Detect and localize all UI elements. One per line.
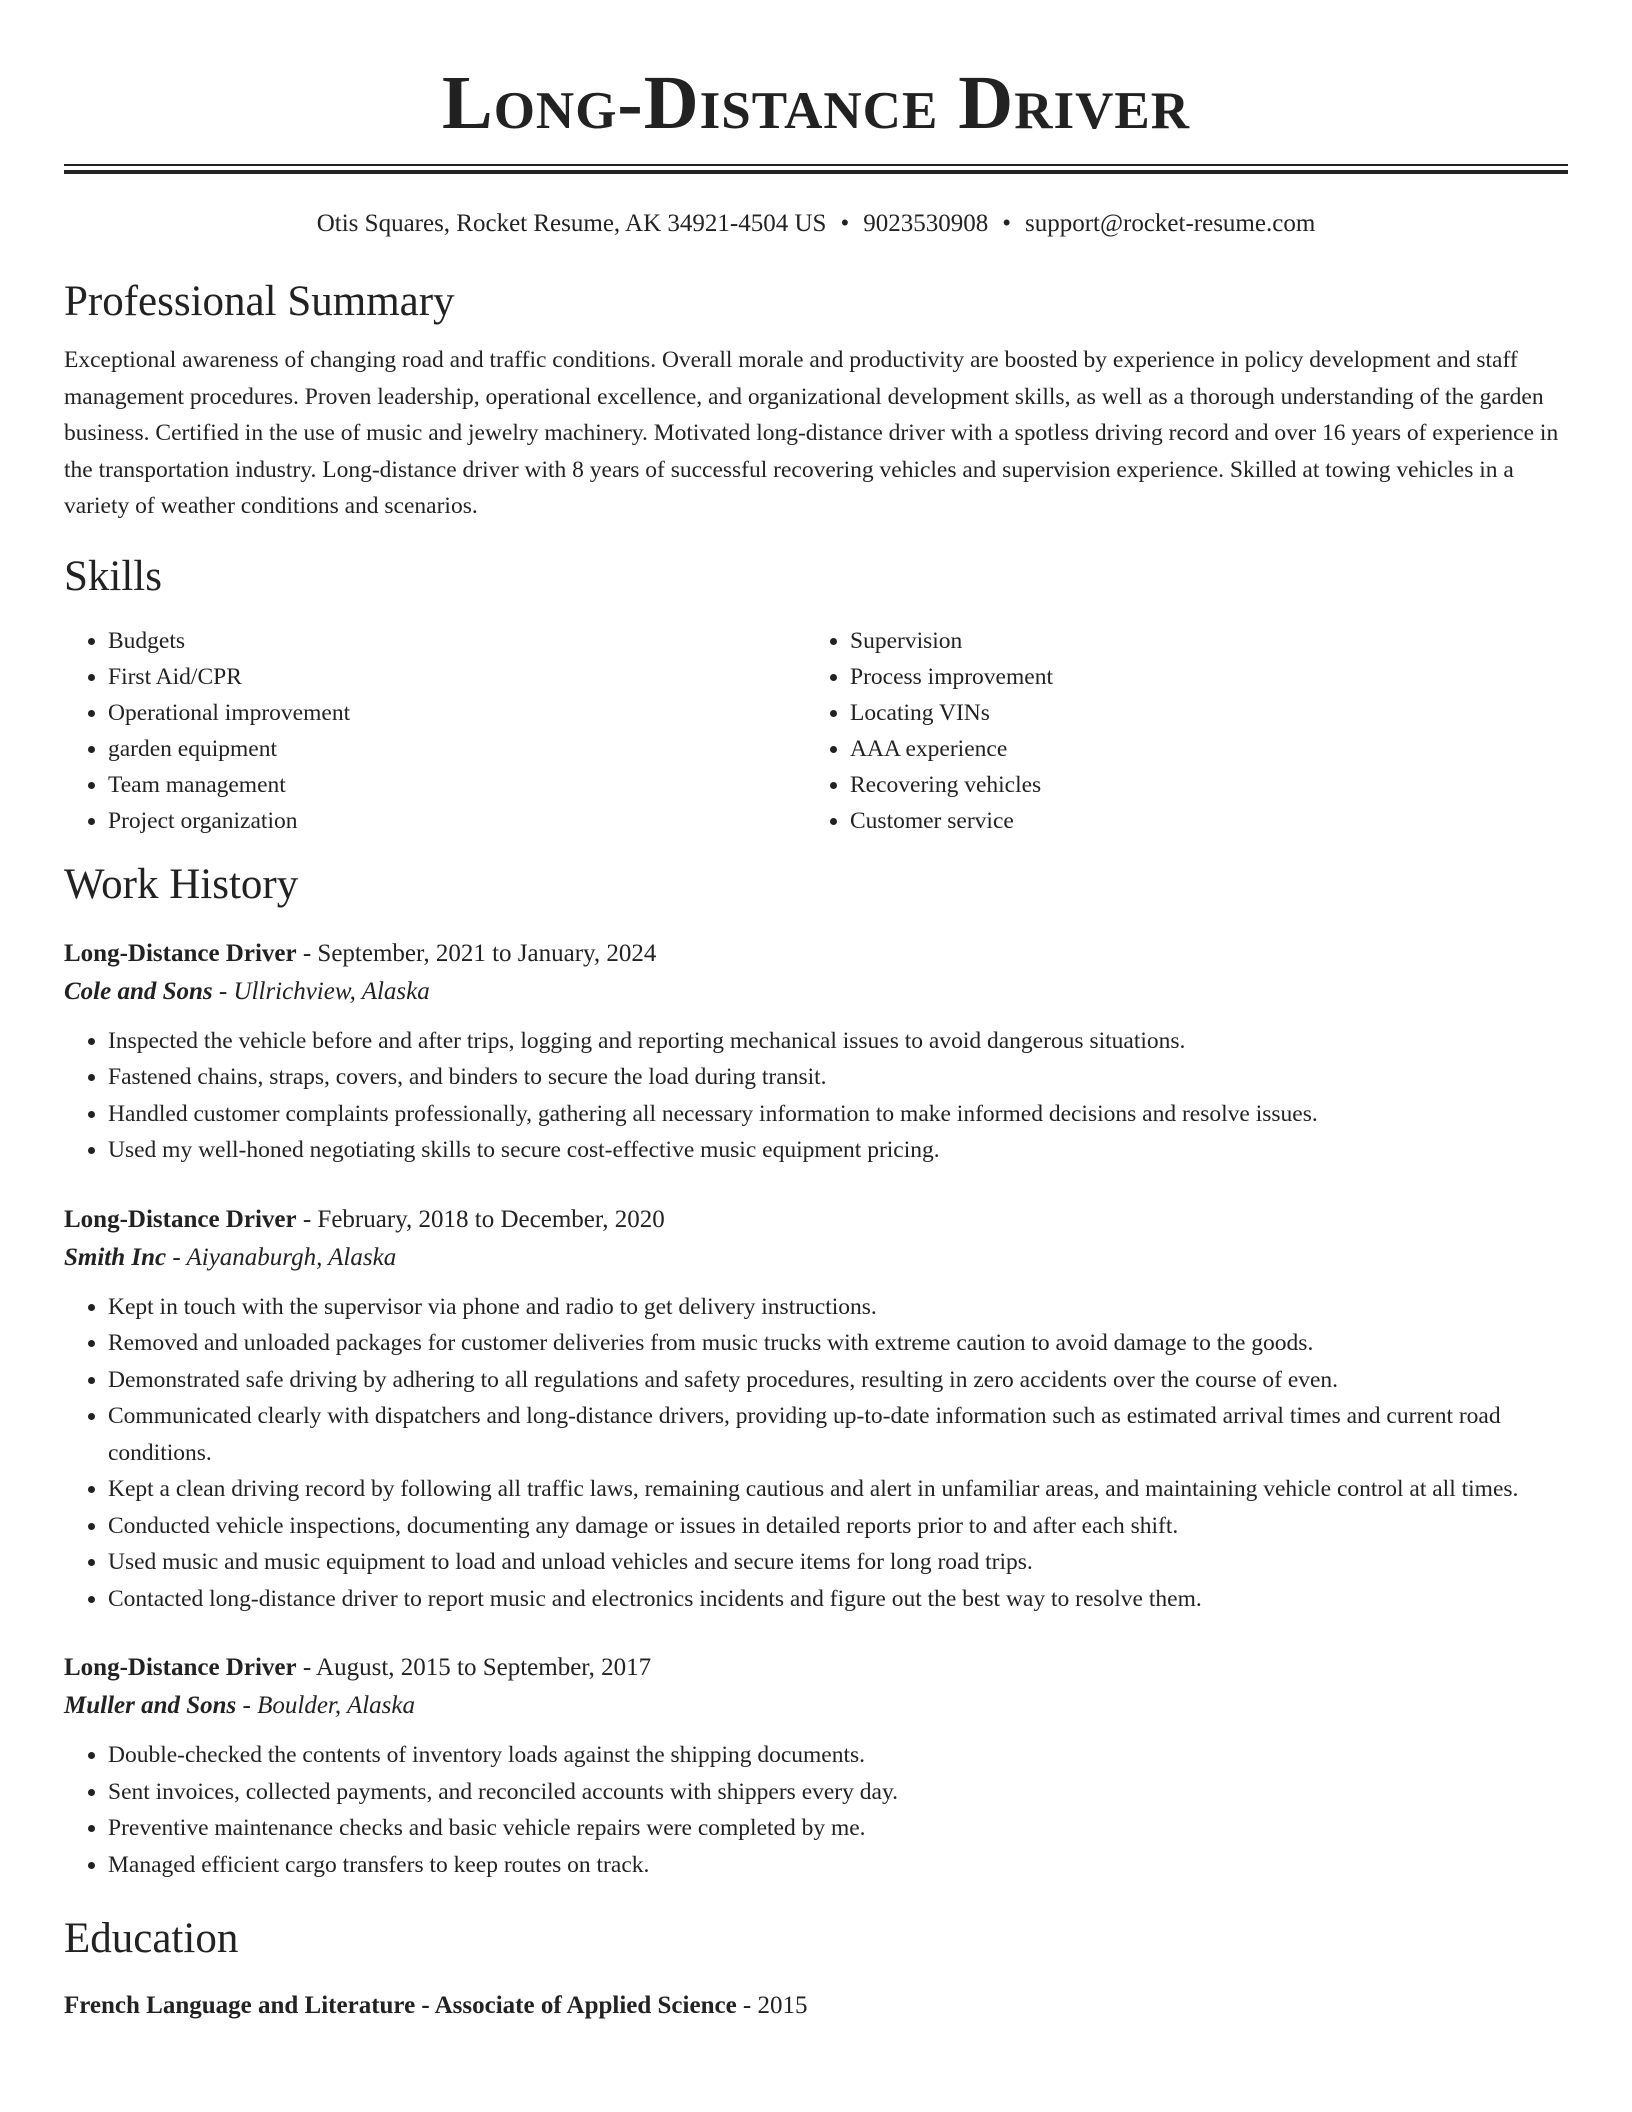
job-bullets (64, 1289, 1568, 1618)
job-bullet: • Used my well-honed negotiating skills to secure cost-effective music equipment pricing. (108, 1132, 1568, 1169)
education-heading: Education (64, 1915, 239, 1962)
job-company: Cole and Sons (64, 977, 213, 1005)
job-bullet: • Kept in touch with the supervisor via phone and radio to get delivery instructions. (108, 1289, 1568, 1326)
job-bullet: • Kept a clean driving record by following all traffic laws, remaining cautious and alert in unfamiliar areas, and maintaining vehicle control at all times. (108, 1471, 1568, 1508)
skill-item: • Supervision (850, 623, 1548, 659)
skill-item: • garden equipment (108, 731, 806, 767)
job-bullet: • Sent invoices, collected payments, and reconciled accounts with shippers every day. (108, 1774, 1568, 1811)
summary-heading: Professional Summary (64, 278, 455, 325)
job-title: Long-Distance Driver (64, 1654, 297, 1681)
job-bullet: • Fastened chains, straps, covers, and binders to secure the load during transit. (108, 1059, 1568, 1096)
job-location: - Boulder, Alaska (236, 1692, 415, 1719)
job-title: Long-Distance Driver (64, 1205, 297, 1233)
job-bullet: • Managed efficient cargo transfers to keep routes on track. (108, 1847, 1568, 1884)
contact-separator: • (840, 210, 850, 237)
contact-email: support@rocket-resume.com (1024, 210, 1316, 237)
skill-item: • Locating VINs (850, 695, 1548, 731)
skill-item: • AAA experience (850, 731, 1548, 767)
job-company: Muller and Sons (64, 1692, 237, 1719)
title-divider (64, 164, 1568, 174)
job-title-line (64, 935, 1568, 973)
job-dates: - September, 2021 to January, 2024 (296, 939, 657, 967)
skills-column-left (64, 623, 806, 839)
education-year: - 2015 (736, 1992, 808, 2019)
skills-column-right (806, 623, 1548, 839)
job-bullets (64, 1023, 1568, 1169)
skill-item: • Process improvement (850, 659, 1548, 695)
job-bullet: • Preventive maintenance checks and basic vehicle repairs were completed by me. (108, 1810, 1568, 1847)
job-bullet: • Demonstrated safe driving by adhering to all regulations and safety procedures, resulting in zero accidents over the course of even. (108, 1362, 1568, 1399)
job-title: Long-Distance Driver (64, 939, 297, 967)
skill-item: • Customer service (850, 803, 1548, 839)
work-history-heading: Work History (64, 860, 299, 908)
job-company-line (64, 1687, 1568, 1725)
summary-text: Exceptional awareness of changing road and traffic conditions. Overall morale and productivity are boosted by experience in policy development and staff management procedures. Proven leadership, operational excellence, and organizational development skills, as well as a thorough understanding of the garden business. Certified in the use of music and jewelry machinery. Motivated long-distance driver with a spotless driving record and over 16 years of experience in the transportation industry. Long-distance driver with 8 years of successful recovering vehicles and supervision experience. Skilled at towing vehicles in a variety of weather conditions and scenarios. (64, 347, 1559, 519)
job-title-line (64, 1649, 1568, 1687)
job-dates: - August, 2015 to September, 2017 (296, 1654, 652, 1681)
skills-heading: Skills (64, 552, 162, 600)
job-bullet: • Used music and music equipment to load and unload vehicles and secure items for long road trips. (108, 1544, 1568, 1581)
job-location: - Aiyanaburgh, Alaska (166, 1243, 397, 1271)
job-entry (64, 1201, 1568, 1618)
skill-item: • Recovering vehicles (850, 767, 1548, 803)
education-degree: French Language and Literature - Associate of Applied Science (64, 1992, 737, 2019)
skill-item: • Budgets (108, 623, 806, 659)
skill-item: • Operational improvement (108, 695, 806, 731)
job-company-line (64, 973, 1568, 1011)
contact-address: Otis Squares, Rocket Resume, AK 34921-4504 US (316, 210, 827, 237)
job-company: Smith Inc (64, 1243, 167, 1271)
skill-item: • Team management (108, 767, 806, 803)
job-bullet: • Communicated clearly with dispatchers and long-distance drivers, providing up-to-date information such as estimated arrival times and current road conditions. (108, 1398, 1568, 1471)
page-title: Long-Distance Driver (442, 61, 1190, 145)
job-bullet: • Conducted vehicle inspections, documenting any damage or issues in detailed reports prior to and after each shift. (108, 1508, 1568, 1545)
job-bullet: • Double-checked the contents of inventory loads against the shipping documents. (108, 1737, 1568, 1774)
job-bullets (64, 1737, 1568, 1883)
education-entry (64, 1987, 1568, 2025)
skill-item: • Project organization (108, 803, 806, 839)
job-bullet: • Removed and unloaded packages for customer deliveries from music trucks with extreme caution to avoid damage to the goods. (108, 1325, 1568, 1362)
job-dates: - February, 2018 to December, 2020 (296, 1205, 665, 1233)
job-entry (64, 935, 1568, 1169)
contact-phone: 9023530908 (863, 210, 989, 237)
skills-list (64, 623, 1568, 839)
job-bullet: • Handled customer complaints professionally, gathering all necessary information to make informed decisions and resolve issues. (108, 1096, 1568, 1133)
job-entry (64, 1649, 1568, 1883)
job-location: - Ullrichview, Alaska (212, 977, 430, 1005)
job-title-line (64, 1201, 1568, 1239)
job-company-line (64, 1239, 1568, 1277)
contact-line (64, 208, 1568, 240)
skill-item: • First Aid/CPR (108, 659, 806, 695)
job-bullet: • Inspected the vehicle before and after trips, logging and reporting mechanical issues to avoid dangerous situations. (108, 1023, 1568, 1060)
contact-separator: • (1002, 210, 1011, 237)
job-bullet: • Contacted long-distance driver to report music and electronics incidents and figure out the best way to resolve them. (108, 1581, 1568, 1618)
